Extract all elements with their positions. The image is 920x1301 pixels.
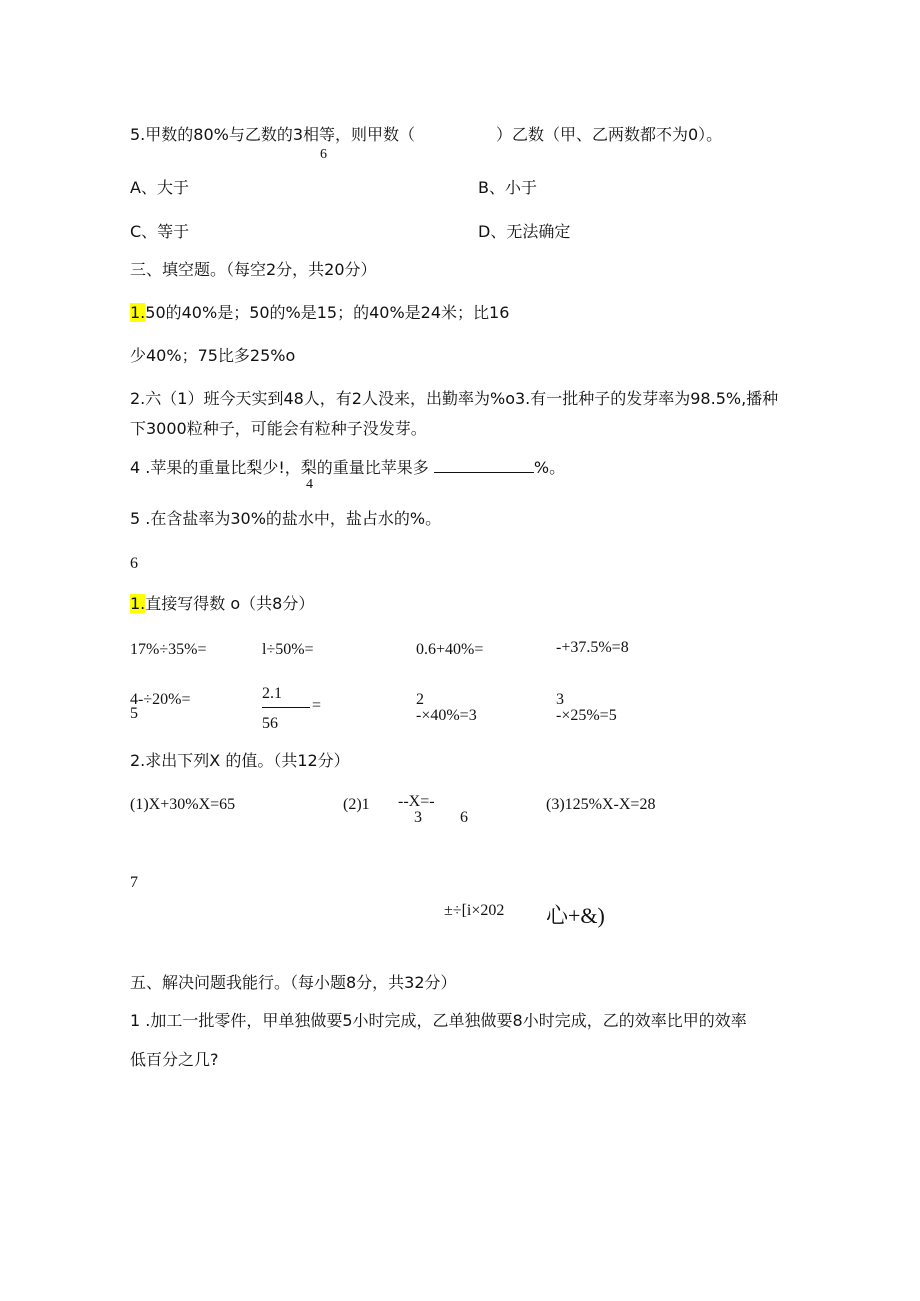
q5-text-start: 5.甲数的80%与乙数的3相等，则甲数（ [130,125,416,144]
q5-option-c: C、等于 [130,222,190,241]
calc-5-bottom: 5 [130,705,138,722]
section3-item4 [130,458,565,476]
q5-denominator: 6 [320,147,327,162]
q1-title-text: 直接写得数 o（共8分） [145,594,315,613]
equation-2-prefix: (2)1 [343,796,370,813]
section3-item5: 5 .在含盐率为30%的盐水中，盐占水的%。 [130,509,442,528]
calc-2: l÷50%= [262,641,314,658]
section5-title: 五、解决问题我能行。（每小题8分，共32分） [130,973,457,992]
calc-8-bottom: -×25%=5 [556,707,617,724]
section3-item1-line2: 少40%；75比多25%o [130,346,296,365]
item4-suffix: %。 [533,458,566,477]
garbled-expression-2: 心+&) [546,903,605,928]
q5-option-d: D、无法确定 [478,222,571,241]
item4-answer-blank [434,458,534,473]
section3-item1-line1 [130,305,509,321]
calc-6-bottom: 56 [262,715,278,732]
equation-2-body: --X=- [398,793,435,810]
garbled-expression-1: ±÷[i×202 [444,902,505,919]
section3-title: 三、填空题。（每空2分，共20分） [130,260,377,279]
calc-6-top: 2.1 [262,685,282,702]
section5-q1-line1: 1 .加工一批零件，甲单独做要5小时完成，乙单独做要8小时完成，乙的效率比甲的效率 [130,1011,747,1030]
highlight-marker: 1. [130,594,146,613]
q5-text-end: ）乙数（甲、乙两数都不为0）。 [496,125,723,144]
calc-5-top: 4-÷20%= [130,691,191,708]
calc-7-bottom: -×40%=3 [416,707,477,724]
equation-1: (1)X+30%X=65 [130,796,236,813]
highlight-marker: 1. [130,303,146,322]
q5-option-a: A、大于 [130,178,189,197]
equation-2-den1: 3 [414,809,422,826]
calc-4: -+37.5%=8 [556,639,629,656]
item4-denominator: 4 [306,477,313,492]
item4-text: 4 .苹果的重量比梨少!，梨的重量比苹果多 [130,458,429,477]
calc-7-top: 2 [416,691,424,708]
calc-8-top: 3 [556,691,564,708]
item-7-number: 7 [130,874,138,891]
section4-q1-title [130,596,314,612]
q5-option-b: B、小于 [478,178,537,197]
calc-1: 17%÷35%= [130,641,207,658]
item1-text: 50的40%是；50的%是15；的40%是24米；比16 [145,303,510,322]
fraction-bar [262,707,310,708]
section3-item6-number: 6 [130,555,138,572]
section4-q2-title: 2.求出下列X 的值。（共12分） [130,751,350,770]
section3-item2-line1: 2.六（1）班今天实到48人，有2人没来，出勤率为%o3.有一批种子的发芽率为98.5%,播种 [130,389,779,408]
equation-3: (3)125%X-X=28 [546,796,656,813]
calc-3: 0.6+40%= [416,641,484,658]
calc-6-equals: = [312,697,322,714]
section5-q1-line2: 低百分之几? [130,1050,219,1069]
equation-2-den2: 6 [460,809,468,826]
section3-item2-line2: 下3000粒种子，可能会有粒种子没发芽。 [130,419,427,438]
